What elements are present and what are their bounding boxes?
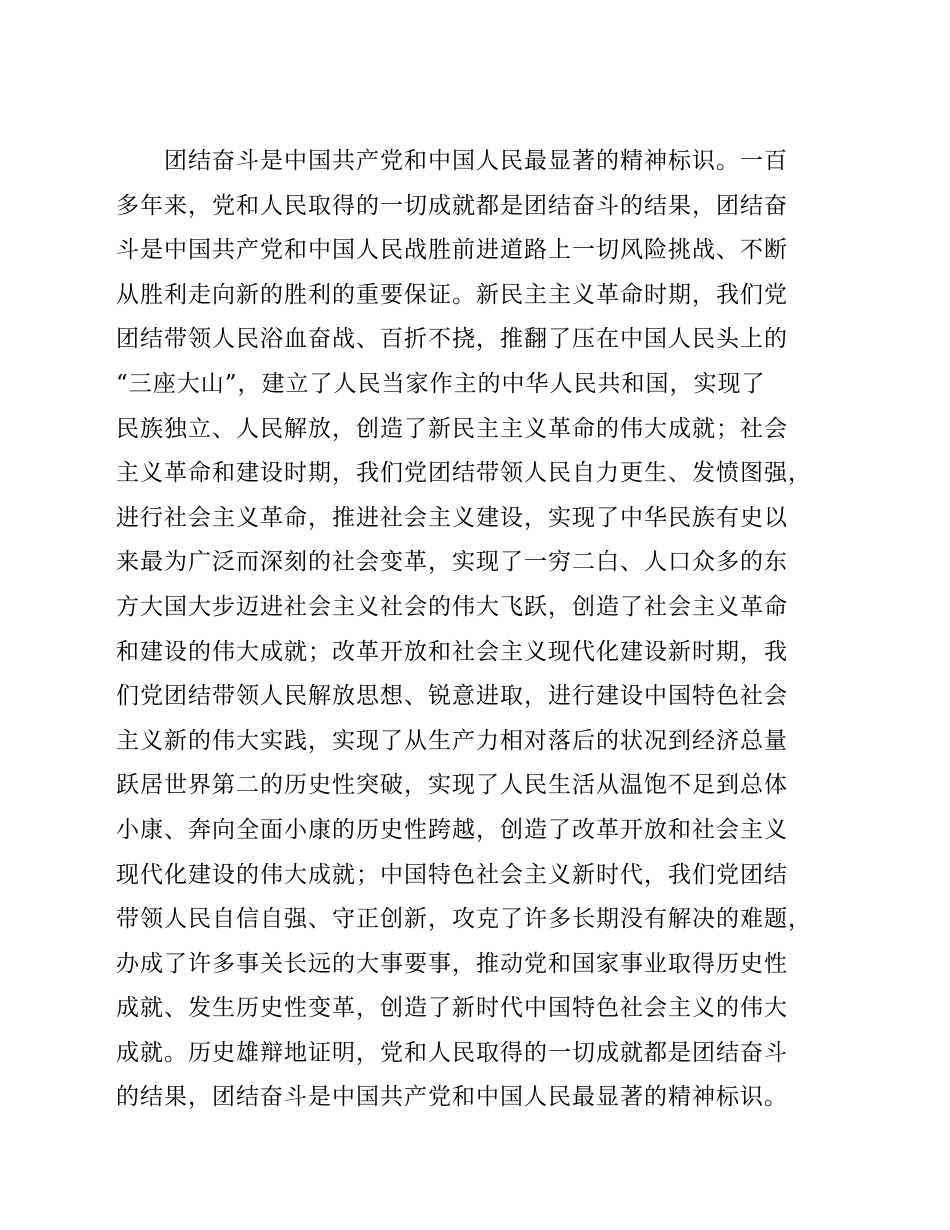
paragraph-line: 进行社会主义革命，推进社会主义建设，实现了中华民族有史以 — [116, 504, 788, 531]
paragraph-line: 主义革命和建设时期，我们党团结带领人民自力更生、发愤图强， — [116, 460, 812, 487]
paragraph-line: 方大国大步迈进社会主义社会的伟大飞跃，创造了社会主义革命 — [116, 593, 788, 620]
paragraph-line: 成就、发生历史性变革，创造了新时代中国特色社会主义的伟大 — [116, 995, 788, 1022]
paragraph-line: 团结带领人民浴血奋战、百折不挠，推翻了压在中国人民头上的 — [116, 326, 788, 353]
paragraph-line: 团结奋斗是中国共产党和中国人民最显著的精神标识。一百 — [164, 148, 788, 174]
paragraph-line: “三座大山”，建立了人民当家作主的中华人民共和国，实现了 — [116, 370, 766, 397]
paragraph-line: 们党团结带领人民解放思想、锐意进取，进行建设中国特色社会 — [116, 683, 788, 710]
body-paragraph — [116, 139, 836, 1120]
paragraph-line: 现代化建设的伟大成就；中国特色社会主义新时代，我们党团结 — [116, 861, 788, 888]
paragraph-line: 跃居世界第二的历史性突破，实现了人民生活从温饱不足到总体 — [116, 772, 788, 799]
paragraph-line: 主义新的伟大实践，实现了从生产力相对落后的状况到经济总量 — [116, 727, 788, 754]
paragraph-line: 成就。历史雄辩地证明，党和人民取得的一切成就都是团结奋斗 — [116, 1039, 788, 1066]
paragraph-line: 办成了许多事关长远的大事要事，推动党和国家事业取得历史性 — [116, 950, 788, 977]
paragraph-line: 多年来，党和人民取得的一切成就都是团结奋斗的结果，团结奋 — [116, 192, 788, 219]
paragraph-line: 从胜利走向新的胜利的重要保证。新民主主义革命时期，我们党 — [116, 281, 788, 308]
paragraph-line: 带领人民自信自强、守正创新，攻克了许多长期没有解决的难题， — [116, 906, 812, 933]
paragraph-line: 和建设的伟大成就；改革开放和社会主义现代化建设新时期，我 — [116, 638, 788, 665]
paragraph-line: 斗是中国共产党和中国人民战胜前进道路上一切风险挑战、不断 — [116, 237, 788, 264]
paragraph-line: 的结果，团结奋斗是中国共产党和中国人民最显著的精神标识。 — [116, 1084, 788, 1111]
paragraph-line: 来最为广泛而深刻的社会变革，实现了一穷二白、人口众多的东 — [116, 549, 788, 576]
paragraph-line: 民族独立、人民解放，创造了新民主主义革命的伟大成就；社会 — [116, 415, 788, 442]
paragraph-line: 小康、奔向全面小康的历史性跨越，创造了改革开放和社会主义 — [116, 816, 788, 843]
